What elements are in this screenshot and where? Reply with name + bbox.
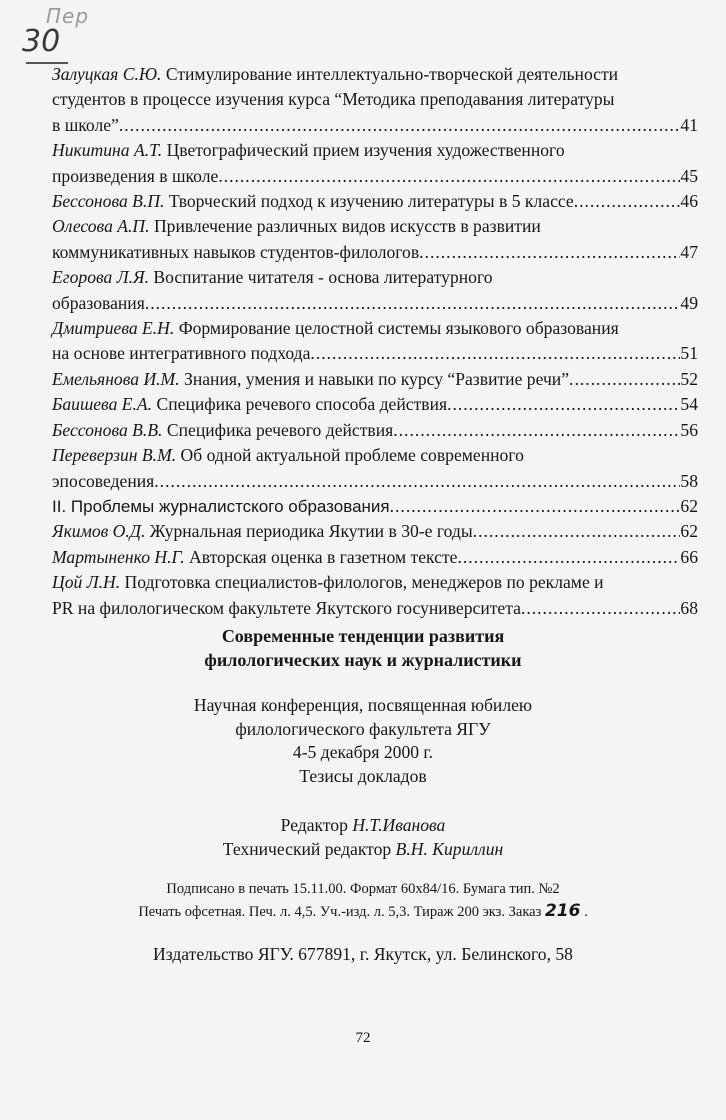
toc-author: Никитина А.Т. (52, 140, 163, 161)
handwritten-number: 30 (22, 24, 61, 59)
toc-page-number: 51 (680, 343, 698, 364)
toc-title: Воспитание читателя - основа литературного (153, 267, 493, 288)
toc-entry (52, 214, 698, 265)
toc-leader-dots (310, 341, 680, 366)
toc-leader-dots (521, 596, 680, 621)
toc-title: II. Проблемы журналистского образования (52, 496, 390, 516)
toc-entry-line (52, 265, 698, 290)
toc-title: коммуникативных навыков студентов-филологов (52, 241, 420, 262)
toc-title: Об одной актуальной проблеме современного (180, 445, 524, 466)
toc-author: Залуцкая С.Ю. (52, 64, 162, 84)
toc-entry-line (52, 87, 698, 112)
toc-leader-dots (574, 189, 681, 214)
toc-page-number: 45 (680, 165, 698, 186)
toc-entry (52, 265, 698, 316)
order-number: 216 (544, 901, 581, 921)
toc-author: Баишева Е.А. (52, 394, 153, 415)
toc-entry-line (52, 189, 698, 214)
toc-title: Творческий подход к изучению литературы в 5 классе (168, 191, 574, 212)
toc-entry-line (52, 596, 698, 621)
handwritten-top: Пер (46, 4, 90, 28)
toc-entry-line (52, 164, 698, 189)
toc-title: образования (52, 292, 145, 313)
publication-details (0, 878, 726, 923)
toc-title: Формирование целостной системы языкового образования (178, 318, 619, 339)
conference-line-4: Тезисы докладов (299, 765, 427, 786)
conference-line-1: Научная конференция, посвященная юбилею (193, 695, 533, 715)
toc-entry (52, 189, 698, 214)
toc-page-number: 54 (680, 394, 698, 415)
table-of-contents (52, 62, 698, 621)
book-title-line-1: Современные тенденции развития (221, 626, 505, 646)
toc-page-number: 58 (680, 470, 698, 491)
conference-line-3: 4-5 декабря 2000 г. (292, 742, 434, 762)
conference-info (0, 694, 726, 788)
toc-title: Привлечение различных видов искусств в развитии (153, 216, 541, 237)
publication-line-2-end: . (584, 904, 588, 920)
toc-entry (52, 392, 698, 417)
toc-entry-line (52, 469, 698, 494)
toc-entry-line (52, 418, 698, 443)
toc-title: Авторская оценка в газетном тексте (189, 546, 458, 567)
toc-leader-dots (390, 494, 681, 519)
tech-editor-line (0, 837, 726, 861)
toc-title: Подготовка специалистов-филологов, менеджеров по рекламе и (124, 572, 604, 593)
tech-editor-name: В.Н. Кириллин (395, 839, 504, 859)
toc-author: Бессонова В.В. (52, 419, 163, 440)
toc-author: Емельянова И.М. (52, 368, 180, 389)
toc-title: Специфика речевого действия (166, 419, 394, 440)
publication-line-1: Подписано в печать 15.11.00. Формат 60х84/16. Бумага тип. №2 (166, 881, 560, 897)
toc-entry-line (52, 341, 698, 366)
toc-entry-line (52, 62, 698, 87)
toc-page-number: 49 (680, 292, 698, 313)
toc-entry (52, 367, 698, 392)
toc-entry-line (52, 367, 698, 392)
toc-entry-line (52, 443, 698, 468)
tech-editor-label: Технический редактор (222, 839, 392, 859)
toc-entry (52, 570, 698, 621)
editor-name: Н.Т.Иванова (352, 815, 446, 835)
toc-title: Специфика речевого способа действия (156, 394, 448, 415)
toc-author: Цой Л.Н. (52, 572, 121, 593)
toc-leader-dots (447, 392, 680, 417)
toc-entry (52, 418, 698, 443)
toc-entry-line (52, 113, 698, 138)
toc-title: произведения в школе (52, 165, 219, 186)
toc-author: Якимов О.Д. (52, 521, 146, 542)
toc-entry-line (52, 291, 698, 316)
page-number: 72 (355, 1030, 371, 1046)
toc-entry (52, 519, 698, 544)
toc-entry-line (52, 545, 698, 570)
toc-leader-dots (119, 113, 681, 138)
toc-leader-dots (393, 418, 680, 443)
toc-title: в школе” (52, 114, 119, 135)
toc-author: Бессонова В.П. (52, 191, 165, 212)
toc-page-number: 62 (680, 521, 698, 542)
toc-page-number: 47 (680, 241, 698, 262)
toc-page-number: 52 (680, 368, 698, 389)
conference-line-2: филологического факультета ЯГУ (235, 718, 491, 739)
toc-author: Дмитриева Е.Н. (52, 318, 175, 339)
publisher-address: Издательство ЯГУ. 677891, г. Якутск, ул. Белинского, 58 (153, 944, 573, 964)
toc-entry-line (52, 519, 698, 544)
editor-line (0, 813, 726, 837)
toc-title: Журнальная периодика Якутии в 30-е годы (149, 521, 473, 542)
toc-entry-line (52, 494, 698, 519)
toc-title: эпосоведения (52, 470, 155, 491)
toc-title: Знания, умения и навыки по курсу “Развитие речи” (184, 368, 570, 389)
toc-entry-line (52, 214, 698, 239)
toc-author: Мартыненко Н.Г. (52, 546, 185, 567)
toc-title: PR на филологическом факультете Якутского госуниверситета (52, 597, 521, 618)
editors (0, 813, 726, 861)
toc-title: на основе интегративного подхода (52, 343, 311, 364)
toc-page-number: 68 (680, 597, 698, 618)
toc-author: Олесова А.П. (52, 216, 150, 237)
toc-entry (52, 62, 698, 138)
book-title-line-2: филологических наук и журналистики (204, 650, 522, 670)
toc-page-number: 66 (680, 546, 698, 567)
toc-title: студентов в процессе изучения курса “Методика преподавания литературы (52, 89, 615, 110)
toc-entry-line (52, 240, 698, 265)
toc-leader-dots (145, 291, 681, 316)
toc-leader-dots (419, 240, 680, 265)
toc-entry (52, 138, 698, 189)
toc-page-number: 41 (680, 114, 698, 135)
toc-leader-dots (473, 519, 681, 544)
toc-entry (52, 443, 698, 494)
toc-entry (52, 494, 698, 519)
book-title (0, 624, 726, 672)
toc-entry-line (52, 392, 698, 417)
toc-leader-dots (457, 545, 680, 570)
toc-title: Цветографический прием изучения художественного (166, 140, 565, 161)
editor-label: Редактор (280, 815, 348, 835)
toc-leader-dots (154, 469, 680, 494)
publication-line-2-text: Печать офсетная. Печ. л. 4,5. Уч.-изд. л. 5,3. Тираж 200 экз. Заказ (138, 904, 542, 920)
toc-page-number: 62 (680, 495, 698, 516)
toc-entry-line (52, 316, 698, 341)
toc-author: Переверзин В.М. (52, 445, 177, 466)
toc-title: Стимулирование интеллектуально-творческой деятельности (165, 64, 619, 84)
toc-entry (52, 545, 698, 570)
toc-page-number: 56 (680, 419, 698, 440)
toc-entry (52, 316, 698, 367)
toc-author: Егорова Л.Я. (52, 267, 149, 288)
toc-leader-dots (569, 367, 680, 392)
toc-entry-line (52, 138, 698, 163)
toc-page-number: 46 (680, 191, 698, 212)
toc-leader-dots (218, 164, 680, 189)
publication-line-2 (0, 900, 726, 923)
toc-entry-line (52, 570, 698, 595)
